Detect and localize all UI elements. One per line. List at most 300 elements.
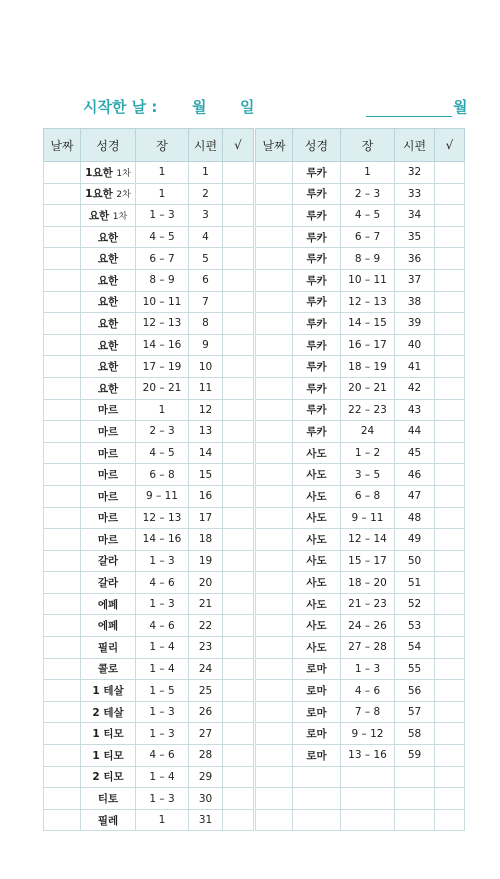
date-cell[interactable] [44, 637, 81, 659]
book-cell [293, 162, 341, 184]
table-row [44, 788, 254, 810]
psalm-cell: 33 [395, 183, 435, 205]
book-name: 에페 [97, 598, 119, 611]
psalm-cell: 32 [395, 162, 435, 184]
date-cell[interactable] [256, 485, 293, 507]
check-cell[interactable] [223, 399, 254, 421]
start-date-label: 시작한 날 : [83, 98, 158, 116]
check-cell[interactable] [435, 615, 465, 637]
table-row [44, 399, 254, 421]
book-name: 티토 [97, 793, 119, 806]
chapter-cell: 9 – 11 [341, 507, 395, 529]
check-cell[interactable] [223, 356, 254, 378]
table-row [44, 248, 254, 270]
date-cell[interactable] [256, 377, 293, 399]
chapter-cell: 20 – 21 [341, 377, 395, 399]
date-cell[interactable] [44, 421, 81, 443]
psalm-cell: 15 [189, 464, 223, 486]
psalm-cell: 36 [395, 248, 435, 270]
book-cell [81, 399, 136, 421]
book-cell [293, 205, 341, 227]
book-round-suffix: 1차 [116, 168, 131, 179]
check-cell[interactable] [435, 593, 465, 615]
check-cell[interactable] [435, 269, 465, 291]
chapter-cell: 1 – 3 [136, 593, 189, 615]
check-cell[interactable] [223, 680, 254, 702]
check-cell[interactable] [435, 723, 465, 745]
chapter-cell: 1 [136, 399, 189, 421]
chapter-cell: 4 – 6 [136, 615, 189, 637]
col-check: √ [223, 129, 254, 162]
col-book: 성경 [293, 129, 341, 162]
psalm-cell: 14 [189, 442, 223, 464]
table-row [256, 226, 465, 248]
book-cell [81, 701, 136, 723]
psalm-cell: 39 [395, 313, 435, 335]
psalm-cell: 41 [395, 356, 435, 378]
date-cell[interactable] [256, 162, 293, 184]
check-cell[interactable] [223, 723, 254, 745]
check-cell[interactable] [435, 766, 465, 788]
check-cell[interactable] [435, 205, 465, 227]
date-cell[interactable] [44, 485, 81, 507]
book-name: 사도 [306, 641, 327, 654]
check-cell[interactable] [223, 442, 254, 464]
book-cell [81, 291, 136, 313]
date-cell[interactable] [44, 464, 81, 486]
book-cell [81, 637, 136, 659]
book-cell [293, 680, 341, 702]
table-row [44, 593, 254, 615]
check-cell[interactable] [435, 377, 465, 399]
date-cell[interactable] [44, 399, 81, 421]
date-cell[interactable] [44, 529, 81, 551]
book-name: 요한 [97, 317, 119, 330]
date-cell[interactable] [44, 205, 81, 227]
book-name: 요한 [88, 209, 110, 222]
date-cell[interactable] [256, 809, 293, 831]
table-row [256, 507, 465, 529]
table-row [256, 701, 465, 723]
check-cell[interactable] [223, 658, 254, 680]
psalm-cell: 10 [189, 356, 223, 378]
check-cell[interactable] [435, 421, 465, 443]
start-date-header [0, 96, 500, 118]
chapter-cell: 4 – 6 [136, 572, 189, 594]
check-cell[interactable] [223, 291, 254, 313]
date-cell[interactable] [44, 377, 81, 399]
check-cell[interactable] [223, 788, 254, 810]
table-row [44, 550, 254, 572]
date-cell[interactable] [44, 269, 81, 291]
date-cell[interactable] [44, 162, 81, 184]
date-cell[interactable] [44, 658, 81, 680]
date-cell[interactable] [44, 507, 81, 529]
table-row [256, 485, 465, 507]
check-cell[interactable] [223, 766, 254, 788]
psalm-cell: 42 [395, 377, 435, 399]
check-cell[interactable] [435, 248, 465, 270]
check-cell[interactable] [223, 529, 254, 551]
book-cell [81, 680, 136, 702]
chapter-cell: 4 – 5 [136, 442, 189, 464]
book-cell [81, 226, 136, 248]
psalm-cell: 47 [395, 485, 435, 507]
chapter-cell: 2 – 3 [341, 183, 395, 205]
col-psalm: 시편 [395, 129, 435, 162]
check-cell[interactable] [223, 269, 254, 291]
date-cell[interactable] [256, 745, 293, 767]
date-cell[interactable] [44, 593, 81, 615]
book-name: 요한 [97, 382, 119, 395]
chapter-cell: 4 – 5 [136, 226, 189, 248]
check-cell[interactable] [223, 550, 254, 572]
date-cell[interactable] [256, 442, 293, 464]
date-cell[interactable] [256, 205, 293, 227]
check-cell[interactable] [223, 248, 254, 270]
date-cell[interactable] [44, 680, 81, 702]
chapter-cell: 9 – 12 [341, 723, 395, 745]
date-cell[interactable] [256, 788, 293, 810]
check-cell[interactable] [435, 226, 465, 248]
chapter-cell: 8 – 9 [341, 248, 395, 270]
book-name: 루카 [306, 382, 327, 395]
book-cell [293, 615, 341, 637]
check-cell[interactable] [435, 442, 465, 464]
chapter-cell: 1 [341, 162, 395, 184]
book-cell [293, 313, 341, 335]
book-name: 요한 [97, 361, 119, 374]
check-cell[interactable] [435, 809, 465, 831]
book-cell [293, 248, 341, 270]
check-cell[interactable] [223, 183, 254, 205]
check-cell[interactable] [435, 637, 465, 659]
check-cell[interactable] [223, 377, 254, 399]
book-cell [81, 377, 136, 399]
psalm-cell: 28 [189, 745, 223, 767]
date-cell[interactable] [256, 183, 293, 205]
col-chapter: 장 [341, 129, 395, 162]
chapter-cell: 14 – 16 [136, 529, 189, 551]
book-name: 사도 [306, 555, 327, 568]
check-cell[interactable] [223, 593, 254, 615]
psalm-cell: 40 [395, 334, 435, 356]
table-row [44, 658, 254, 680]
check-cell[interactable] [223, 637, 254, 659]
book-cell [81, 269, 136, 291]
date-cell[interactable] [44, 313, 81, 335]
table-row [256, 680, 465, 702]
psalm-cell: 13 [189, 421, 223, 443]
check-cell[interactable] [435, 334, 465, 356]
check-cell[interactable] [435, 701, 465, 723]
check-cell[interactable] [223, 421, 254, 443]
date-cell[interactable] [256, 615, 293, 637]
check-cell[interactable] [223, 615, 254, 637]
chapter-cell: 6 – 8 [136, 464, 189, 486]
psalm-cell: 30 [189, 788, 223, 810]
psalm-cell: 48 [395, 507, 435, 529]
psalm-cell: 59 [395, 745, 435, 767]
reading-table-left [43, 128, 254, 831]
psalm-cell [395, 766, 435, 788]
check-cell[interactable] [223, 745, 254, 767]
check-cell[interactable] [435, 550, 465, 572]
book-name: 루카 [306, 166, 327, 179]
date-cell[interactable] [256, 507, 293, 529]
psalm-cell [395, 809, 435, 831]
psalm-cell: 23 [189, 637, 223, 659]
chapter-cell: 6 – 8 [341, 485, 395, 507]
check-cell[interactable] [223, 313, 254, 335]
check-cell[interactable] [435, 529, 465, 551]
book-cell [293, 745, 341, 767]
date-cell[interactable] [44, 291, 81, 313]
date-cell[interactable] [44, 745, 81, 767]
table-row [44, 205, 254, 227]
book-cell [81, 205, 136, 227]
date-cell[interactable] [256, 680, 293, 702]
date-cell[interactable] [256, 421, 293, 443]
check-cell[interactable] [435, 399, 465, 421]
book-name: 사도 [306, 490, 327, 503]
check-cell[interactable] [435, 464, 465, 486]
book-name: 에페 [97, 620, 119, 633]
book-cell [81, 485, 136, 507]
book-name: 로마 [306, 685, 327, 698]
date-cell[interactable] [256, 356, 293, 378]
chapter-cell: 3 – 5 [341, 464, 395, 486]
check-cell[interactable] [223, 572, 254, 594]
chapter-cell: 21 – 23 [341, 593, 395, 615]
chapter-cell: 24 – 26 [341, 615, 395, 637]
date-cell[interactable] [44, 356, 81, 378]
psalm-cell: 35 [395, 226, 435, 248]
psalm-cell: 24 [189, 658, 223, 680]
check-cell[interactable] [223, 334, 254, 356]
chapter-cell: 4 – 6 [136, 745, 189, 767]
check-cell[interactable] [223, 162, 254, 184]
chapter-cell: 1 [136, 162, 189, 184]
date-cell[interactable] [256, 766, 293, 788]
chapter-cell: 12 – 13 [136, 313, 189, 335]
chapter-cell: 12 – 13 [341, 291, 395, 313]
table-row [256, 377, 465, 399]
date-cell[interactable] [44, 334, 81, 356]
chapter-cell: 6 – 7 [341, 226, 395, 248]
date-cell[interactable] [256, 226, 293, 248]
date-cell[interactable] [44, 615, 81, 637]
col-psalm: 시편 [189, 129, 223, 162]
check-cell[interactable] [435, 658, 465, 680]
psalm-cell [395, 788, 435, 810]
table-row [256, 356, 465, 378]
check-cell[interactable] [223, 507, 254, 529]
table-row [256, 421, 465, 443]
check-cell[interactable] [435, 485, 465, 507]
book-name: 마르 [97, 533, 119, 546]
psalm-cell: 38 [395, 291, 435, 313]
chapter-cell: 2 – 3 [136, 421, 189, 443]
date-cell[interactable] [44, 550, 81, 572]
date-cell[interactable] [44, 809, 81, 831]
date-cell[interactable] [256, 658, 293, 680]
date-cell[interactable] [256, 572, 293, 594]
psalm-cell: 29 [189, 766, 223, 788]
psalm-cell: 1 [189, 162, 223, 184]
table-row [44, 464, 254, 486]
chapter-cell: 1 – 4 [136, 766, 189, 788]
date-cell[interactable] [44, 788, 81, 810]
psalm-cell: 51 [395, 572, 435, 594]
book-cell [81, 442, 136, 464]
book-cell [81, 356, 136, 378]
check-cell[interactable] [223, 809, 254, 831]
check-cell[interactable] [435, 507, 465, 529]
book-name: 루카 [306, 361, 327, 374]
date-cell[interactable] [44, 701, 81, 723]
table-row [44, 507, 254, 529]
table-header-row [256, 129, 465, 162]
table-row [256, 291, 465, 313]
chapter-cell: 1 – 3 [136, 788, 189, 810]
date-cell[interactable] [256, 334, 293, 356]
book-cell [293, 291, 341, 313]
chapter-cell [341, 766, 395, 788]
table-row [44, 269, 254, 291]
table-row [256, 550, 465, 572]
table-row [256, 248, 465, 270]
table-row [44, 615, 254, 637]
book-name: 루카 [306, 339, 327, 352]
psalm-cell: 19 [189, 550, 223, 572]
book-name: 마르 [97, 490, 119, 503]
date-cell[interactable] [256, 593, 293, 615]
psalm-cell: 2 [189, 183, 223, 205]
date-cell[interactable] [256, 291, 293, 313]
book-cell [81, 745, 136, 767]
date-cell[interactable] [256, 464, 293, 486]
date-cell[interactable] [44, 442, 81, 464]
reading-table-right [255, 128, 465, 831]
book-cell [81, 248, 136, 270]
chapter-cell: 15 – 17 [341, 550, 395, 572]
book-name: 로마 [306, 663, 327, 676]
check-cell[interactable] [223, 226, 254, 248]
psalm-cell: 18 [189, 529, 223, 551]
check-cell[interactable] [435, 313, 465, 335]
check-cell[interactable] [435, 788, 465, 810]
check-cell[interactable] [435, 162, 465, 184]
check-cell[interactable] [223, 205, 254, 227]
col-check: √ [435, 129, 465, 162]
book-name: 루카 [306, 296, 327, 309]
chapter-cell: 27 – 28 [341, 637, 395, 659]
date-cell[interactable] [256, 701, 293, 723]
book-name: 루카 [306, 317, 327, 330]
table-row [44, 226, 254, 248]
book-name: 루카 [306, 188, 327, 201]
book-cell [293, 485, 341, 507]
date-cell[interactable] [256, 248, 293, 270]
psalm-cell: 52 [395, 593, 435, 615]
date-cell[interactable] [44, 572, 81, 594]
table-row [44, 701, 254, 723]
chapter-cell: 1 – 3 [136, 701, 189, 723]
book-name: 요한 [97, 296, 119, 309]
col-date: 날짜 [256, 129, 293, 162]
book-name: 사도 [306, 577, 327, 590]
book-cell [293, 809, 341, 831]
book-name: 2 테살 [92, 706, 124, 719]
book-name: 필리 [97, 641, 119, 654]
psalm-cell: 54 [395, 637, 435, 659]
book-name: 1 티모 [92, 728, 124, 741]
chapter-cell: 1 – 3 [136, 205, 189, 227]
check-cell[interactable] [435, 183, 465, 205]
book-cell [293, 464, 341, 486]
book-name: 사도 [306, 533, 327, 546]
check-cell[interactable] [223, 464, 254, 486]
date-cell[interactable] [256, 550, 293, 572]
date-cell[interactable] [256, 269, 293, 291]
chapter-cell: 1 – 5 [136, 680, 189, 702]
book-cell [293, 593, 341, 615]
month-blank-line[interactable] [366, 116, 452, 117]
date-cell[interactable] [256, 723, 293, 745]
check-cell[interactable] [435, 572, 465, 594]
psalm-cell: 20 [189, 572, 223, 594]
check-cell[interactable] [435, 291, 465, 313]
book-cell [81, 550, 136, 572]
book-cell [81, 421, 136, 443]
date-cell[interactable] [44, 226, 81, 248]
date-cell[interactable] [256, 313, 293, 335]
psalm-cell: 22 [189, 615, 223, 637]
book-name: 사도 [306, 512, 327, 525]
table-row [44, 809, 254, 831]
psalm-cell: 58 [395, 723, 435, 745]
date-cell[interactable] [256, 529, 293, 551]
check-cell[interactable] [435, 680, 465, 702]
book-cell [81, 615, 136, 637]
check-cell[interactable] [435, 745, 465, 767]
chapter-cell: 13 – 16 [341, 745, 395, 767]
date-cell[interactable] [256, 637, 293, 659]
date-cell[interactable] [256, 399, 293, 421]
date-cell[interactable] [44, 766, 81, 788]
check-cell[interactable] [223, 485, 254, 507]
book-cell [293, 572, 341, 594]
date-cell[interactable] [44, 723, 81, 745]
book-name: 마르 [97, 447, 119, 460]
check-cell[interactable] [435, 356, 465, 378]
table-row [256, 529, 465, 551]
book-name: 로마 [306, 728, 327, 741]
book-cell [293, 399, 341, 421]
book-name: 사도 [306, 447, 327, 460]
table-row [256, 313, 465, 335]
date-cell[interactable] [44, 183, 81, 205]
psalm-cell: 53 [395, 615, 435, 637]
chapter-cell: 1 – 2 [341, 442, 395, 464]
table-row [256, 658, 465, 680]
chapter-cell: 9 – 11 [136, 485, 189, 507]
table-row [256, 593, 465, 615]
date-cell[interactable] [44, 248, 81, 270]
table-row [256, 809, 465, 831]
check-cell[interactable] [223, 701, 254, 723]
